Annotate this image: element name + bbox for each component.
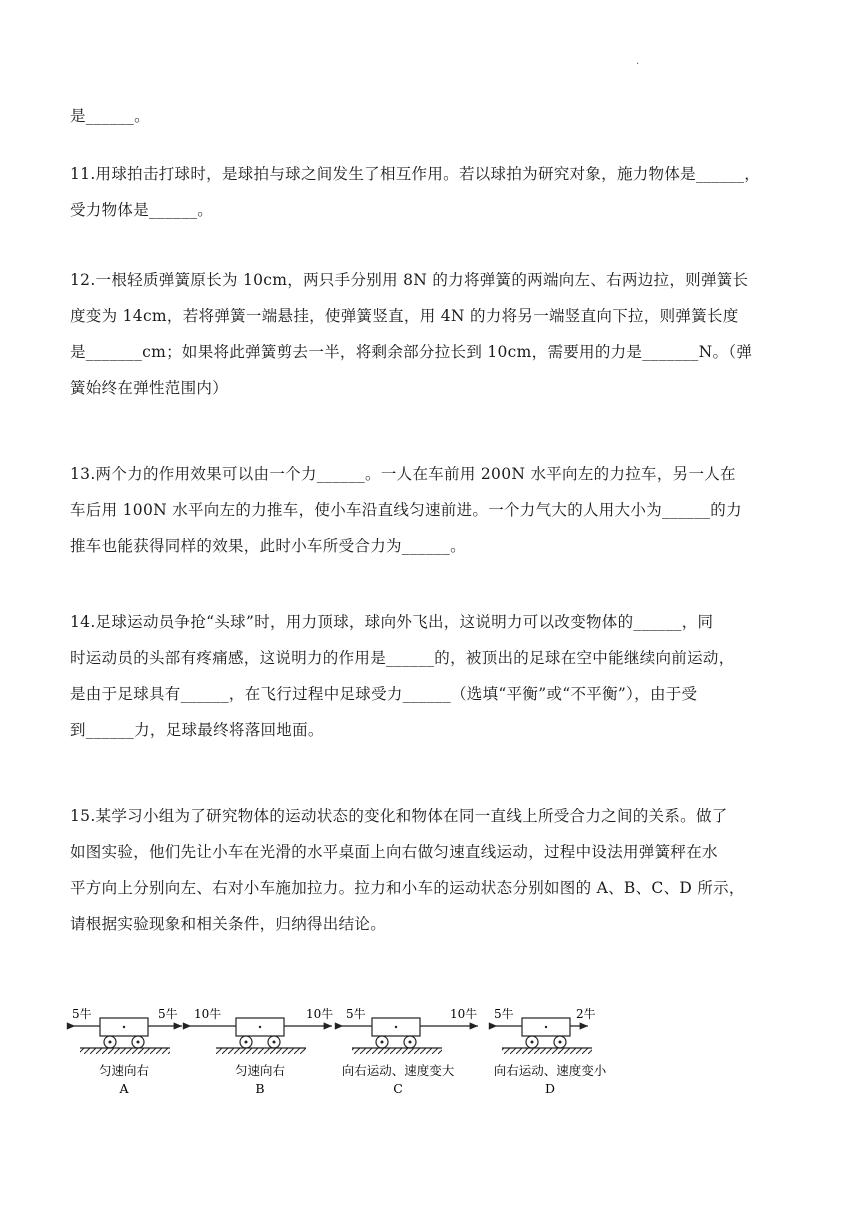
panel-a [72, 1006, 182, 1096]
question-13-line-3: 推车也能获得同样的效果，此时小车所受合力为______。 [70, 537, 466, 555]
panel-a-letter: A [119, 1081, 129, 1096]
question-12-line-1: 12.一根轻质弹簧原长为 10cm，两只手分别用 8N 的力将弹簧的两端向左、右两边拉，则弹簧长 [70, 271, 749, 289]
panel-d-caption: 向右运动、速度变小 [493, 1063, 607, 1078]
question-10-line: 是______。 [70, 107, 150, 125]
question-15 [70, 798, 792, 942]
cart-force-figure [66, 1000, 626, 1110]
question-12-line-2: 度变为 14cm，若将弹簧一端悬挂，使弹簧竖直，用 4N 的力将另一端竖直向下拉，则弹簧长度 [70, 307, 739, 325]
question-15-line-4: 请根据实验现象和相关条件，归纳得出结论。 [70, 915, 387, 933]
question-10-tail [70, 98, 792, 134]
panel-b-letter: B [255, 1081, 265, 1096]
panel-a-right-force: 5牛 [158, 1007, 178, 1021]
question-13-line-1: 13.两个力的作用效果可以由一个力______。一人在车前用 200N 水平向左的力拉车，另一人在 [70, 465, 736, 483]
panel-b-right-force: 10牛 [306, 1007, 334, 1021]
panel-d-right-force: 2牛 [576, 1007, 596, 1021]
cart-force-diagram [66, 1000, 626, 1110]
question-14-line-2: 时运动员的头部有疼痛感，这说明力的作用是______的，被顶出的足球在空中能继续向前运动， [70, 649, 735, 667]
question-15-line-1: 15.某学习小组为了研究物体的运动状态的变化和物体在同一直线上所受合力之间的关系。做了 [70, 807, 728, 825]
panel-b-caption: 匀速向右 [234, 1063, 286, 1078]
question-13-line-2: 车后用 100N 水平向左的力推车，使小车沿直线匀速前进。一个力气大的人用大小为______的力 [70, 501, 742, 519]
panel-c-left-force: 5牛 [346, 1007, 366, 1021]
question-13 [70, 456, 792, 564]
panel-b [190, 1006, 333, 1096]
panel-c-caption: 向右运动、速度变大 [341, 1063, 455, 1078]
panel-a-caption: 匀速向右 [98, 1063, 150, 1078]
question-15-line-3: 平方向上分别向左、右对小车施加拉力。拉力和小车的运动状态分别如图的 A、B、C、D 所示， [70, 879, 745, 897]
question-12-line-4: 簧始终在弹性范围内） [70, 379, 229, 397]
header-mark: . [636, 56, 640, 67]
question-14-line-4: 到______力，足球最终将落回地面。 [70, 721, 324, 739]
panel-b-left-force: 10牛 [194, 1007, 222, 1021]
question-14-line-3: 是由于足球具有______，在飞行过程中足球受力______（选填“平衡”或“不平衡”），由于受 [70, 685, 698, 703]
question-12-line-3: 是_______cm；如果将此弹簧剪去一半，将剩余部分拉长到 10cm，需要用的力是_______N。（弹 [70, 343, 753, 361]
question-11 [70, 156, 792, 228]
panel-a-left-force: 5牛 [72, 1007, 92, 1021]
question-14 [70, 604, 792, 748]
panel-d [494, 1006, 607, 1096]
question-11-line-2: 受力物体是______。 [70, 201, 214, 219]
panel-c-letter: C [393, 1081, 403, 1096]
question-11-line-1: 11.用球拍击打球时，是球拍与球之间发生了相互作用。若以球拍为研究对象，施力物体是______， [70, 165, 761, 183]
question-14-line-1: 14.足球运动员争抢“头球”时，用力顶球，球向外飞出，这说明力可以改变物体的______，同 [70, 613, 714, 631]
question-12 [70, 262, 792, 406]
panel-c [342, 1006, 478, 1096]
panel-d-letter: D [544, 1081, 556, 1096]
panel-c-right-force: 10牛 [450, 1007, 478, 1021]
question-15-line-2: 如图实验，他们先让小车在光滑的水平桌面上向右做匀速直线运动，过程中设法用弹簧秤在水 [70, 843, 718, 861]
panel-d-left-force: 5牛 [494, 1007, 514, 1021]
